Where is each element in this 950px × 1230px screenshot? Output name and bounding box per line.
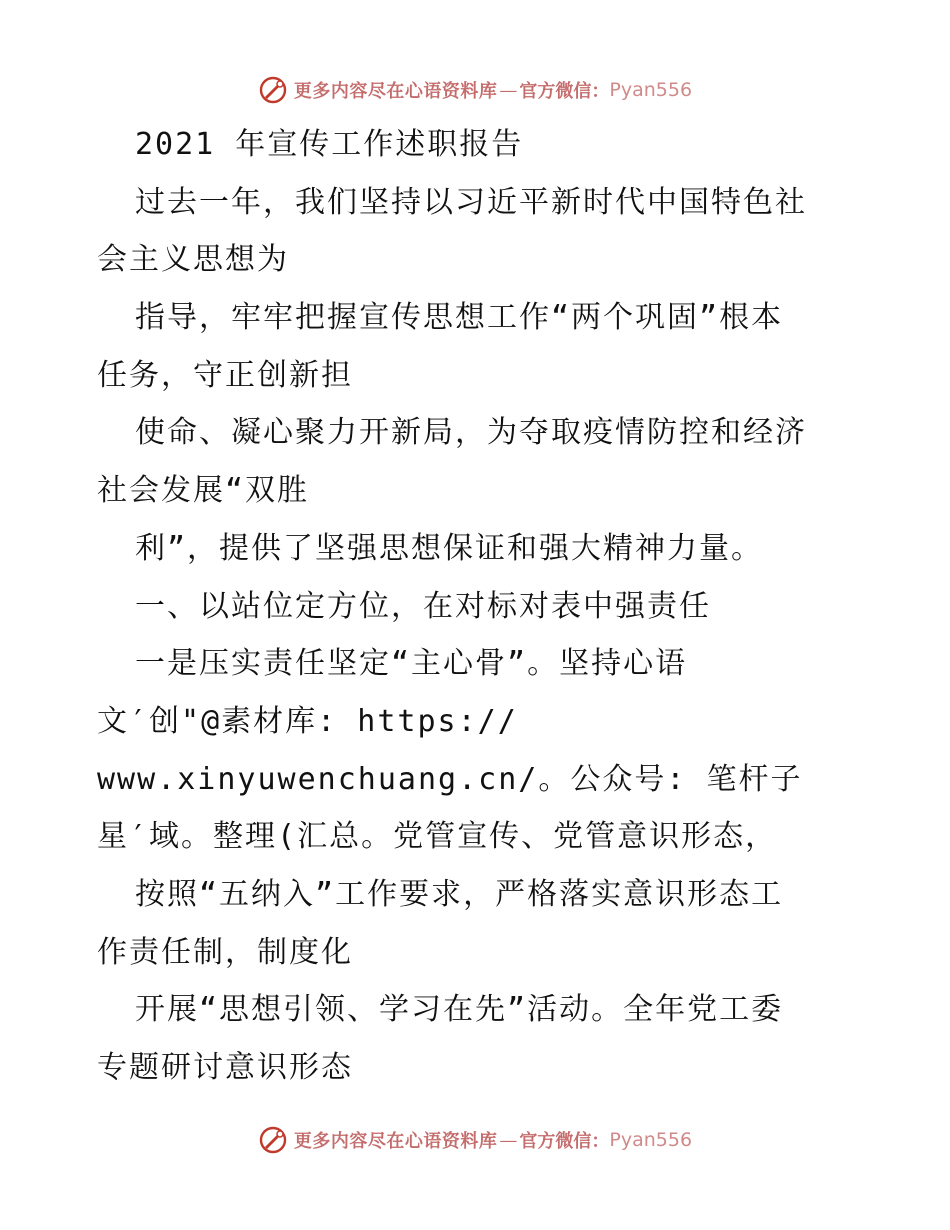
watermark-main-text: 更多内容尽在心语资料库 [293,81,498,102]
watermark-wechat-label: 官方微信： [519,1131,610,1152]
quill-logo-icon [258,1125,288,1155]
text-line: 一是压实责任坚定“主心骨”。坚持心语 [135,646,688,682]
watermark-wechat-id: Pyan556 [609,1129,693,1151]
text-line: 过去一年，我们坚持以习近平新时代中国特色社 [135,184,807,220]
quill-logo-icon [258,75,288,105]
section-heading: 一、以站位定方位，在对标对表中强责任 [135,588,711,624]
watermark-main-text: 更多内容尽在心语资料库 [293,1131,498,1152]
text-line: 专题研讨意识形态 [97,1050,353,1085]
text-line: 会主义思想为 [97,242,289,278]
document-body [97,116,877,1097]
text-line: www.xinyuwenchuang.cn/。公众号: 笔杆子 [97,761,803,797]
text-line: 按照“五纳入”工作要求，严格落实意识形态工 [135,876,784,912]
text-line: 星′域。整理(汇总。党管宣传、党管意识形态， [97,819,778,855]
text-line: 作责任制，制度化 [97,934,353,970]
text-line: 利”，提供了坚强思想保证和强大精神力量。 [135,530,764,566]
watermark-wechat-id: Pyan556 [609,79,693,101]
text-line: 任务，守正创新担 [97,357,353,393]
text-line: 社会发展“双胜 [97,473,310,509]
text-line: 指导，牢牢把握宣传思想工作“两个巩固”根本 [135,300,784,336]
text-line: 文′创"@素材库: https:// [97,703,518,739]
text-line: 开展“思想引领、学习在先”活动。全年党工委 [135,992,784,1028]
watermark-separator: — [499,1129,518,1151]
watermark-separator: — [499,79,518,101]
header-watermark [0,70,950,110]
text-line: 使命、凝心聚力开新局，为夺取疫情防控和经济 [135,415,807,451]
footer-watermark [0,1120,950,1160]
document-title: 2021 年宣传工作述职报告 [135,127,524,162]
watermark-wechat-label: 官方微信： [519,81,610,102]
